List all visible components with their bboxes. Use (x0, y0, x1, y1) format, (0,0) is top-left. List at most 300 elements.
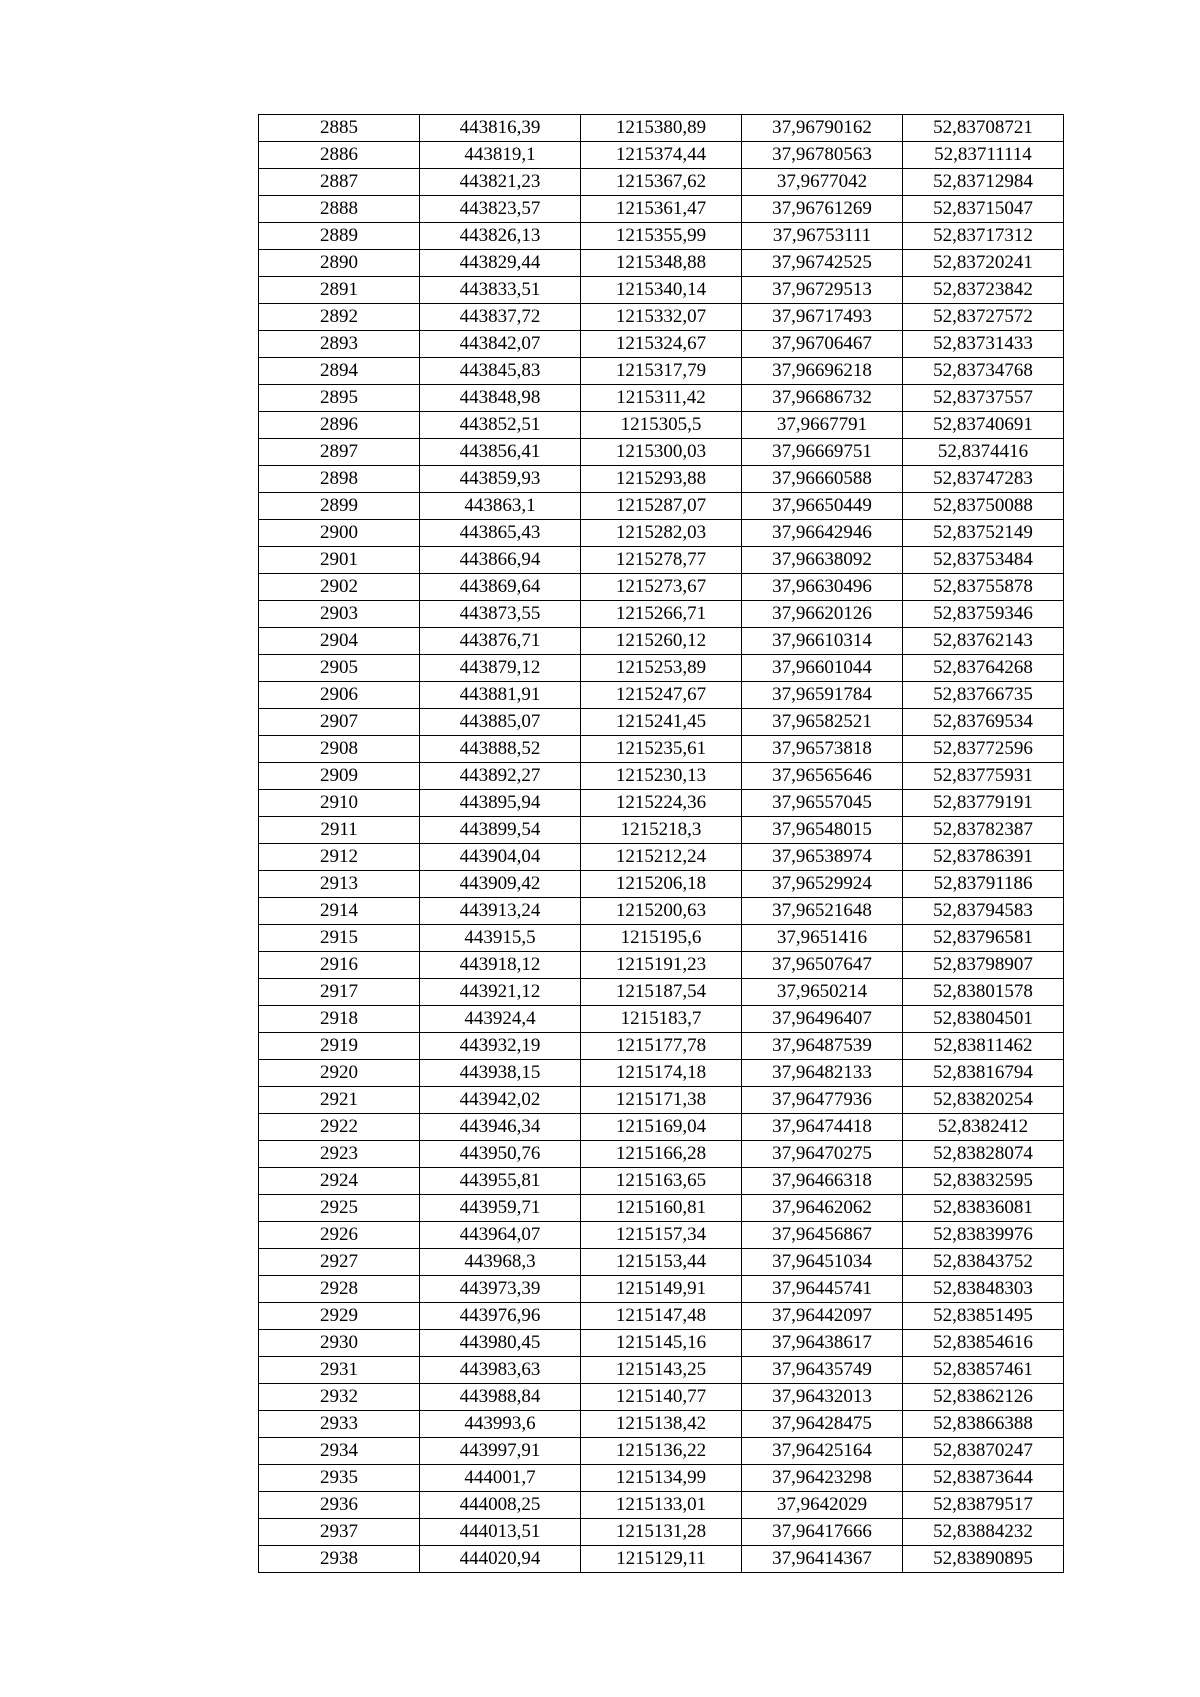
point-number-cell: 2901 (259, 547, 420, 574)
table-row (259, 439, 1064, 466)
table-row (259, 520, 1064, 547)
y-coordinate-cell: 1215174,18 (581, 1060, 742, 1087)
x-coordinate-cell: 443976,96 (420, 1303, 581, 1330)
longitude-cell: 37,96557045 (742, 790, 903, 817)
table-row (259, 412, 1064, 439)
x-coordinate-cell: 443816,39 (420, 115, 581, 142)
latitude-cell: 52,83879517 (903, 1492, 1064, 1519)
latitude-cell: 52,83711114 (903, 142, 1064, 169)
x-coordinate-cell: 443918,12 (420, 952, 581, 979)
table-row (259, 1168, 1064, 1195)
point-number-cell: 2894 (259, 358, 420, 385)
longitude-cell: 37,96780563 (742, 142, 903, 169)
table-row (259, 763, 1064, 790)
point-number-cell: 2890 (259, 250, 420, 277)
x-coordinate-cell: 443873,55 (420, 601, 581, 628)
point-number-cell: 2900 (259, 520, 420, 547)
latitude-cell: 52,83717312 (903, 223, 1064, 250)
table-row (259, 574, 1064, 601)
y-coordinate-cell: 1215206,18 (581, 871, 742, 898)
y-coordinate-cell: 1215287,07 (581, 493, 742, 520)
y-coordinate-cell: 1215131,28 (581, 1519, 742, 1546)
longitude-cell: 37,96428475 (742, 1411, 903, 1438)
latitude-cell: 52,83786391 (903, 844, 1064, 871)
latitude-cell: 52,83779191 (903, 790, 1064, 817)
x-coordinate-cell: 443821,23 (420, 169, 581, 196)
longitude-cell: 37,96425164 (742, 1438, 903, 1465)
point-number-cell: 2888 (259, 196, 420, 223)
y-coordinate-cell: 1215149,91 (581, 1276, 742, 1303)
point-number-cell: 2887 (259, 169, 420, 196)
point-number-cell: 2923 (259, 1141, 420, 1168)
point-number-cell: 2889 (259, 223, 420, 250)
point-number-cell: 2936 (259, 1492, 420, 1519)
latitude-cell: 52,83798907 (903, 952, 1064, 979)
y-coordinate-cell: 1215253,89 (581, 655, 742, 682)
x-coordinate-cell: 443942,02 (420, 1087, 581, 1114)
longitude-cell: 37,96496407 (742, 1006, 903, 1033)
table-row (259, 196, 1064, 223)
point-number-cell: 2931 (259, 1357, 420, 1384)
x-coordinate-cell: 443888,52 (420, 736, 581, 763)
latitude-cell: 52,83804501 (903, 1006, 1064, 1033)
point-number-cell: 2922 (259, 1114, 420, 1141)
table-row (259, 628, 1064, 655)
latitude-cell: 52,83772596 (903, 736, 1064, 763)
x-coordinate-cell: 443932,19 (420, 1033, 581, 1060)
point-number-cell: 2912 (259, 844, 420, 871)
x-coordinate-cell: 443959,71 (420, 1195, 581, 1222)
point-number-cell: 2911 (259, 817, 420, 844)
table-row (259, 250, 1064, 277)
y-coordinate-cell: 1215247,67 (581, 682, 742, 709)
latitude-cell: 52,83752149 (903, 520, 1064, 547)
y-coordinate-cell: 1215177,78 (581, 1033, 742, 1060)
y-coordinate-cell: 1215300,03 (581, 439, 742, 466)
table-row (259, 844, 1064, 871)
table-row (259, 871, 1064, 898)
point-number-cell: 2934 (259, 1438, 420, 1465)
longitude-cell: 37,96761269 (742, 196, 903, 223)
table-row (259, 1303, 1064, 1330)
point-number-cell: 2909 (259, 763, 420, 790)
table-row (259, 1033, 1064, 1060)
longitude-cell: 37,96790162 (742, 115, 903, 142)
table-row (259, 1087, 1064, 1114)
x-coordinate-cell: 443885,07 (420, 709, 581, 736)
y-coordinate-cell: 1215374,44 (581, 142, 742, 169)
table-row (259, 1114, 1064, 1141)
x-coordinate-cell: 443904,04 (420, 844, 581, 871)
point-number-cell: 2903 (259, 601, 420, 628)
table-row (259, 547, 1064, 574)
latitude-cell: 52,83851495 (903, 1303, 1064, 1330)
point-number-cell: 2915 (259, 925, 420, 952)
coordinates-table-body (259, 115, 1064, 1573)
table-row (259, 169, 1064, 196)
x-coordinate-cell: 443852,51 (420, 412, 581, 439)
x-coordinate-cell: 443876,71 (420, 628, 581, 655)
table-row (259, 385, 1064, 412)
point-number-cell: 2928 (259, 1276, 420, 1303)
point-number-cell: 2895 (259, 385, 420, 412)
point-number-cell: 2898 (259, 466, 420, 493)
y-coordinate-cell: 1215163,65 (581, 1168, 742, 1195)
point-number-cell: 2902 (259, 574, 420, 601)
table-row (259, 466, 1064, 493)
y-coordinate-cell: 1215157,34 (581, 1222, 742, 1249)
y-coordinate-cell: 1215153,44 (581, 1249, 742, 1276)
y-coordinate-cell: 1215241,45 (581, 709, 742, 736)
latitude-cell: 52,83884232 (903, 1519, 1064, 1546)
coordinates-table (258, 114, 1064, 1573)
longitude-cell: 37,96696218 (742, 358, 903, 385)
point-number-cell: 2924 (259, 1168, 420, 1195)
point-number-cell: 2938 (259, 1546, 420, 1573)
latitude-cell: 52,83764268 (903, 655, 1064, 682)
latitude-cell: 52,8382412 (903, 1114, 1064, 1141)
longitude-cell: 37,96521648 (742, 898, 903, 925)
table-row (259, 925, 1064, 952)
latitude-cell: 52,83866388 (903, 1411, 1064, 1438)
point-number-cell: 2891 (259, 277, 420, 304)
longitude-cell: 37,96466318 (742, 1168, 903, 1195)
y-coordinate-cell: 1215171,38 (581, 1087, 742, 1114)
longitude-cell: 37,96432013 (742, 1384, 903, 1411)
latitude-cell: 52,83811462 (903, 1033, 1064, 1060)
y-coordinate-cell: 1215355,99 (581, 223, 742, 250)
latitude-cell: 52,83862126 (903, 1384, 1064, 1411)
latitude-cell: 52,83734768 (903, 358, 1064, 385)
x-coordinate-cell: 443968,3 (420, 1249, 581, 1276)
latitude-cell: 52,83727572 (903, 304, 1064, 331)
y-coordinate-cell: 1215311,42 (581, 385, 742, 412)
longitude-cell: 37,96565646 (742, 763, 903, 790)
latitude-cell: 52,83753484 (903, 547, 1064, 574)
x-coordinate-cell: 444013,51 (420, 1519, 581, 1546)
y-coordinate-cell: 1215293,88 (581, 466, 742, 493)
x-coordinate-cell: 443869,64 (420, 574, 581, 601)
longitude-cell: 37,96742525 (742, 250, 903, 277)
x-coordinate-cell: 443837,72 (420, 304, 581, 331)
latitude-cell: 52,83832595 (903, 1168, 1064, 1195)
y-coordinate-cell: 1215260,12 (581, 628, 742, 655)
longitude-cell: 37,96650449 (742, 493, 903, 520)
y-coordinate-cell: 1215140,77 (581, 1384, 742, 1411)
table-row (259, 115, 1064, 142)
longitude-cell: 37,9667791 (742, 412, 903, 439)
y-coordinate-cell: 1215324,67 (581, 331, 742, 358)
point-number-cell: 2919 (259, 1033, 420, 1060)
longitude-cell: 37,96717493 (742, 304, 903, 331)
y-coordinate-cell: 1215200,63 (581, 898, 742, 925)
x-coordinate-cell: 443823,57 (420, 196, 581, 223)
longitude-cell: 37,96529924 (742, 871, 903, 898)
point-number-cell: 2917 (259, 979, 420, 1006)
longitude-cell: 37,96423298 (742, 1465, 903, 1492)
x-coordinate-cell: 443859,93 (420, 466, 581, 493)
latitude-cell: 52,83820254 (903, 1087, 1064, 1114)
table-row (259, 952, 1064, 979)
x-coordinate-cell: 443892,27 (420, 763, 581, 790)
longitude-cell: 37,96487539 (742, 1033, 903, 1060)
table-row (259, 1465, 1064, 1492)
table-row (259, 358, 1064, 385)
y-coordinate-cell: 1215361,47 (581, 196, 742, 223)
longitude-cell: 37,9642029 (742, 1492, 903, 1519)
table-row (259, 1546, 1064, 1573)
latitude-cell: 52,83731433 (903, 331, 1064, 358)
x-coordinate-cell: 443983,63 (420, 1357, 581, 1384)
y-coordinate-cell: 1215235,61 (581, 736, 742, 763)
longitude-cell: 37,96582521 (742, 709, 903, 736)
table-row (259, 709, 1064, 736)
longitude-cell: 37,96482133 (742, 1060, 903, 1087)
point-number-cell: 2904 (259, 628, 420, 655)
x-coordinate-cell: 443955,81 (420, 1168, 581, 1195)
point-number-cell: 2913 (259, 871, 420, 898)
table-row (259, 1384, 1064, 1411)
y-coordinate-cell: 1215147,48 (581, 1303, 742, 1330)
y-coordinate-cell: 1215129,11 (581, 1546, 742, 1573)
table-row (259, 682, 1064, 709)
point-number-cell: 2910 (259, 790, 420, 817)
latitude-cell: 52,83890895 (903, 1546, 1064, 1573)
table-row (259, 1141, 1064, 1168)
longitude-cell: 37,96451034 (742, 1249, 903, 1276)
x-coordinate-cell: 443950,76 (420, 1141, 581, 1168)
y-coordinate-cell: 1215191,23 (581, 952, 742, 979)
longitude-cell: 37,96630496 (742, 574, 903, 601)
x-coordinate-cell: 443819,1 (420, 142, 581, 169)
y-coordinate-cell: 1215230,13 (581, 763, 742, 790)
x-coordinate-cell: 444020,94 (420, 1546, 581, 1573)
table-row (259, 1492, 1064, 1519)
table-row (259, 1195, 1064, 1222)
longitude-cell: 37,96601044 (742, 655, 903, 682)
table-row (259, 1438, 1064, 1465)
x-coordinate-cell: 444008,25 (420, 1492, 581, 1519)
longitude-cell: 37,96462062 (742, 1195, 903, 1222)
latitude-cell: 52,83870247 (903, 1438, 1064, 1465)
table-row (259, 1330, 1064, 1357)
point-number-cell: 2905 (259, 655, 420, 682)
x-coordinate-cell: 443973,39 (420, 1276, 581, 1303)
point-number-cell: 2906 (259, 682, 420, 709)
x-coordinate-cell: 443988,84 (420, 1384, 581, 1411)
latitude-cell: 52,83816794 (903, 1060, 1064, 1087)
latitude-cell: 52,83782387 (903, 817, 1064, 844)
y-coordinate-cell: 1215136,22 (581, 1438, 742, 1465)
y-coordinate-cell: 1215317,79 (581, 358, 742, 385)
x-coordinate-cell: 443921,12 (420, 979, 581, 1006)
table-row (259, 1060, 1064, 1087)
x-coordinate-cell: 443909,42 (420, 871, 581, 898)
y-coordinate-cell: 1215134,99 (581, 1465, 742, 1492)
x-coordinate-cell: 443879,12 (420, 655, 581, 682)
x-coordinate-cell: 443845,83 (420, 358, 581, 385)
x-coordinate-cell: 443964,07 (420, 1222, 581, 1249)
table-row (259, 979, 1064, 1006)
latitude-cell: 52,83715047 (903, 196, 1064, 223)
x-coordinate-cell: 443938,15 (420, 1060, 581, 1087)
x-coordinate-cell: 443899,54 (420, 817, 581, 844)
y-coordinate-cell: 1215278,77 (581, 547, 742, 574)
longitude-cell: 37,96686732 (742, 385, 903, 412)
y-coordinate-cell: 1215305,5 (581, 412, 742, 439)
longitude-cell: 37,96573818 (742, 736, 903, 763)
table-row (259, 655, 1064, 682)
table-row (259, 142, 1064, 169)
table-row (259, 601, 1064, 628)
y-coordinate-cell: 1215218,3 (581, 817, 742, 844)
point-number-cell: 2916 (259, 952, 420, 979)
x-coordinate-cell: 443997,91 (420, 1438, 581, 1465)
table-row (259, 898, 1064, 925)
y-coordinate-cell: 1215145,16 (581, 1330, 742, 1357)
longitude-cell: 37,96442097 (742, 1303, 903, 1330)
table-row (259, 277, 1064, 304)
x-coordinate-cell: 443881,91 (420, 682, 581, 709)
point-number-cell: 2899 (259, 493, 420, 520)
point-number-cell: 2930 (259, 1330, 420, 1357)
x-coordinate-cell: 443993,6 (420, 1411, 581, 1438)
y-coordinate-cell: 1215212,24 (581, 844, 742, 871)
point-number-cell: 2914 (259, 898, 420, 925)
x-coordinate-cell: 443865,43 (420, 520, 581, 547)
latitude-cell: 52,83759346 (903, 601, 1064, 628)
table-row (259, 304, 1064, 331)
latitude-cell: 52,83873644 (903, 1465, 1064, 1492)
y-coordinate-cell: 1215169,04 (581, 1114, 742, 1141)
x-coordinate-cell: 443856,41 (420, 439, 581, 466)
y-coordinate-cell: 1215166,28 (581, 1141, 742, 1168)
table-row (259, 736, 1064, 763)
longitude-cell: 37,96610314 (742, 628, 903, 655)
point-number-cell: 2927 (259, 1249, 420, 1276)
latitude-cell: 52,83708721 (903, 115, 1064, 142)
point-number-cell: 2933 (259, 1411, 420, 1438)
longitude-cell: 37,96477936 (742, 1087, 903, 1114)
x-coordinate-cell: 443913,24 (420, 898, 581, 925)
latitude-cell: 52,83755878 (903, 574, 1064, 601)
latitude-cell: 52,83836081 (903, 1195, 1064, 1222)
longitude-cell: 37,96548015 (742, 817, 903, 844)
longitude-cell: 37,9650214 (742, 979, 903, 1006)
point-number-cell: 2897 (259, 439, 420, 466)
table-row (259, 1357, 1064, 1384)
point-number-cell: 2929 (259, 1303, 420, 1330)
longitude-cell: 37,96538974 (742, 844, 903, 871)
latitude-cell: 52,83857461 (903, 1357, 1064, 1384)
x-coordinate-cell: 443866,94 (420, 547, 581, 574)
latitude-cell: 52,83747283 (903, 466, 1064, 493)
point-number-cell: 2925 (259, 1195, 420, 1222)
y-coordinate-cell: 1215183,7 (581, 1006, 742, 1033)
point-number-cell: 2892 (259, 304, 420, 331)
longitude-cell: 37,96435749 (742, 1357, 903, 1384)
x-coordinate-cell: 443895,94 (420, 790, 581, 817)
x-coordinate-cell: 443946,34 (420, 1114, 581, 1141)
longitude-cell: 37,96620126 (742, 601, 903, 628)
table-row (259, 1411, 1064, 1438)
longitude-cell: 37,96507647 (742, 952, 903, 979)
y-coordinate-cell: 1215367,62 (581, 169, 742, 196)
longitude-cell: 37,9651416 (742, 925, 903, 952)
y-coordinate-cell: 1215332,07 (581, 304, 742, 331)
y-coordinate-cell: 1215138,42 (581, 1411, 742, 1438)
longitude-cell: 37,96470275 (742, 1141, 903, 1168)
latitude-cell: 52,83796581 (903, 925, 1064, 952)
point-number-cell: 2918 (259, 1006, 420, 1033)
latitude-cell: 52,83766735 (903, 682, 1064, 709)
point-number-cell: 2926 (259, 1222, 420, 1249)
table-row (259, 1519, 1064, 1546)
longitude-cell: 37,96660588 (742, 466, 903, 493)
point-number-cell: 2893 (259, 331, 420, 358)
longitude-cell: 37,96474418 (742, 1114, 903, 1141)
y-coordinate-cell: 1215160,81 (581, 1195, 742, 1222)
x-coordinate-cell: 443826,13 (420, 223, 581, 250)
x-coordinate-cell: 443863,1 (420, 493, 581, 520)
longitude-cell: 37,96706467 (742, 331, 903, 358)
table-row (259, 817, 1064, 844)
point-number-cell: 2886 (259, 142, 420, 169)
table-row (259, 1249, 1064, 1276)
latitude-cell: 52,83723842 (903, 277, 1064, 304)
x-coordinate-cell: 443842,07 (420, 331, 581, 358)
longitude-cell: 37,96456867 (742, 1222, 903, 1249)
table-row (259, 493, 1064, 520)
y-coordinate-cell: 1215380,89 (581, 115, 742, 142)
longitude-cell: 37,9677042 (742, 169, 903, 196)
latitude-cell: 52,83801578 (903, 979, 1064, 1006)
y-coordinate-cell: 1215273,67 (581, 574, 742, 601)
latitude-cell: 52,83762143 (903, 628, 1064, 655)
longitude-cell: 37,96438617 (742, 1330, 903, 1357)
y-coordinate-cell: 1215224,36 (581, 790, 742, 817)
x-coordinate-cell: 443848,98 (420, 385, 581, 412)
table-row (259, 331, 1064, 358)
latitude-cell: 52,8374416 (903, 439, 1064, 466)
y-coordinate-cell: 1215143,25 (581, 1357, 742, 1384)
longitude-cell: 37,96642946 (742, 520, 903, 547)
longitude-cell: 37,96591784 (742, 682, 903, 709)
y-coordinate-cell: 1215282,03 (581, 520, 742, 547)
latitude-cell: 52,83854616 (903, 1330, 1064, 1357)
longitude-cell: 37,96417666 (742, 1519, 903, 1546)
longitude-cell: 37,96414367 (742, 1546, 903, 1573)
x-coordinate-cell: 444001,7 (420, 1465, 581, 1492)
latitude-cell: 52,83791186 (903, 871, 1064, 898)
x-coordinate-cell: 443924,4 (420, 1006, 581, 1033)
table-row (259, 223, 1064, 250)
y-coordinate-cell: 1215187,54 (581, 979, 742, 1006)
y-coordinate-cell: 1215266,71 (581, 601, 742, 628)
y-coordinate-cell: 1215348,88 (581, 250, 742, 277)
latitude-cell: 52,83848303 (903, 1276, 1064, 1303)
y-coordinate-cell: 1215340,14 (581, 277, 742, 304)
longitude-cell: 37,96669751 (742, 439, 903, 466)
latitude-cell: 52,83828074 (903, 1141, 1064, 1168)
table-row (259, 1006, 1064, 1033)
latitude-cell: 52,83794583 (903, 898, 1064, 925)
latitude-cell: 52,83740691 (903, 412, 1064, 439)
latitude-cell: 52,83843752 (903, 1249, 1064, 1276)
point-number-cell: 2896 (259, 412, 420, 439)
table-row (259, 790, 1064, 817)
table-row (259, 1222, 1064, 1249)
